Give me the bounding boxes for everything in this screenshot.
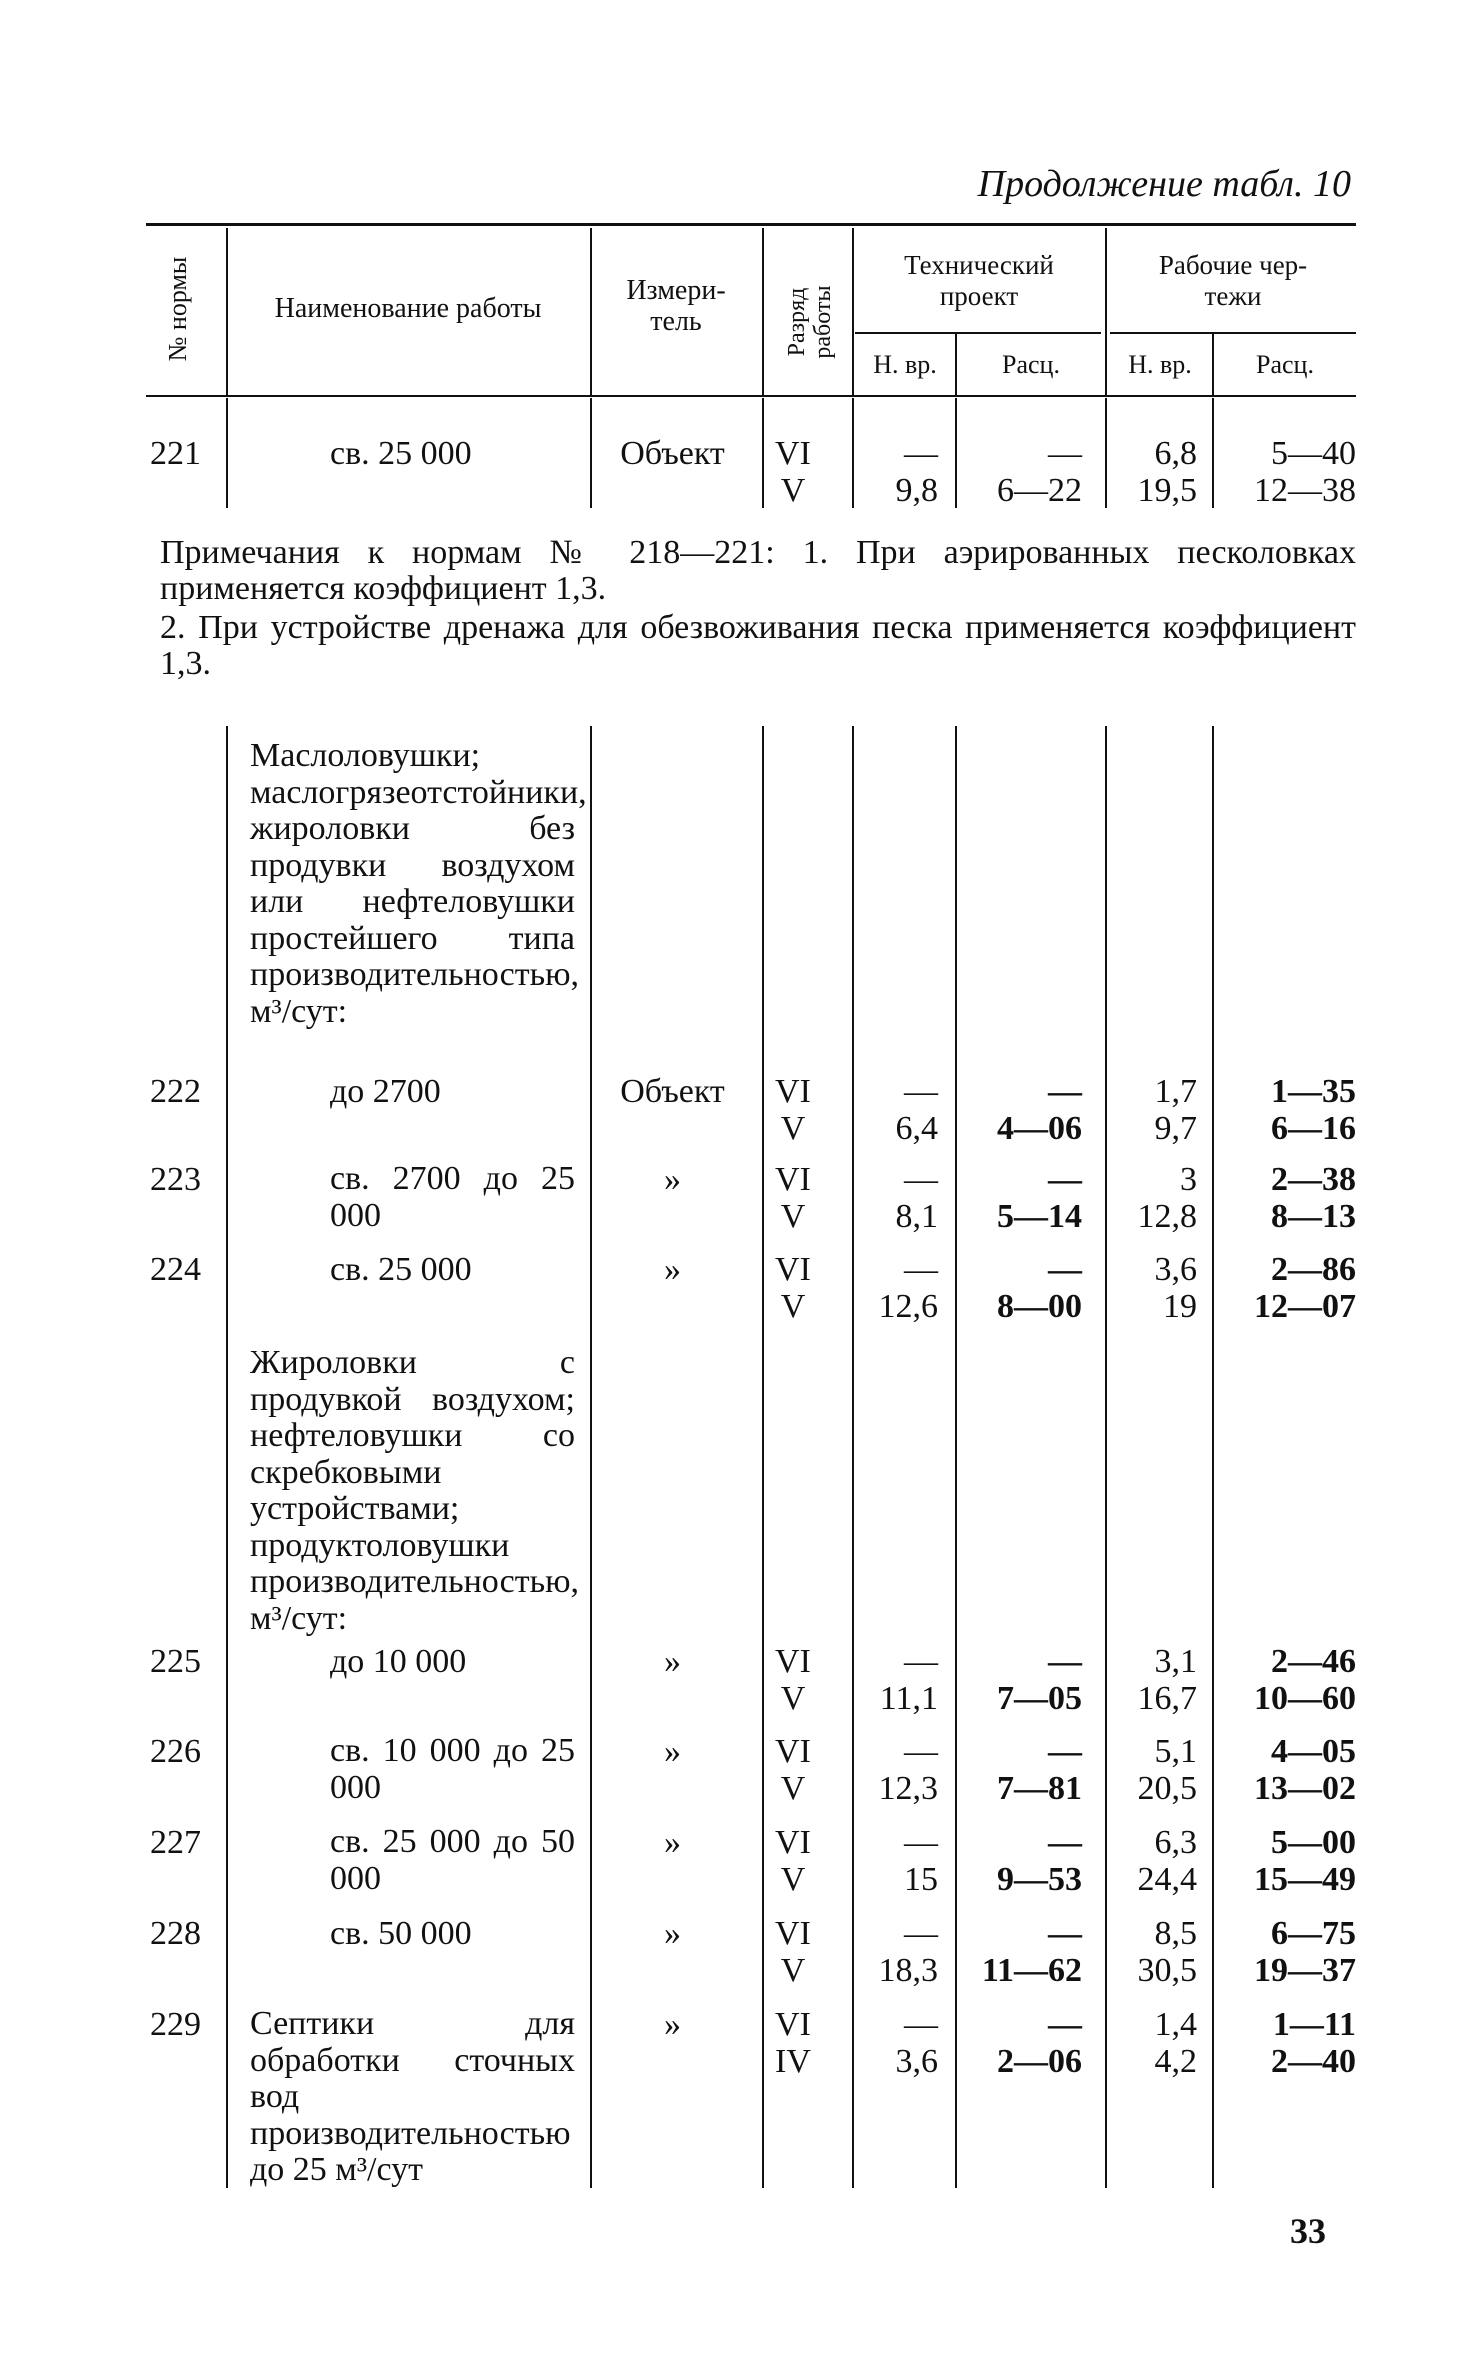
work-name: св. 25 000 xyxy=(330,1251,472,1288)
tech-nvr-2: 12,3 xyxy=(878,1770,938,1807)
unit: » xyxy=(664,1915,681,1952)
tech-rasc-2: 4—06 xyxy=(997,1110,1082,1147)
work-name: св. 10 000 до 25 000 xyxy=(330,1732,575,1806)
header-sub-rule-tech xyxy=(855,332,1101,334)
work-name: св. 2700 до 25 000 xyxy=(330,1160,575,1234)
norm-number: 226 xyxy=(150,1733,201,1770)
work-nvr-1: 1,7 xyxy=(1154,1073,1197,1110)
tech-nvr-2: 8,1 xyxy=(895,1198,938,1235)
grade-1: VI xyxy=(775,2006,811,2043)
unit: » xyxy=(664,2006,681,2043)
grade-1: VI xyxy=(775,1073,811,1110)
work-rasc-2: 10—60 xyxy=(1254,1680,1356,1717)
tech-nvr-2: 6,4 xyxy=(895,1110,938,1147)
tech-nvr-2: 18,3 xyxy=(878,1952,938,1989)
unit: » xyxy=(664,1733,681,1770)
grade-2: V xyxy=(780,1770,806,1807)
header-name: Наименование работы xyxy=(274,293,542,324)
norm-number: 222 xyxy=(150,1073,201,1110)
tech-rasc-2: 8—00 xyxy=(997,1288,1082,1325)
norm-number: 225 xyxy=(150,1643,201,1680)
unit: » xyxy=(664,1251,681,1288)
work-nvr-1: 6,3 xyxy=(1154,1824,1197,1861)
tech-rasc-1: — xyxy=(1048,1643,1082,1680)
work-nvr-2: 4,2 xyxy=(1154,2043,1197,2080)
group-heading-oil-traps: Маслоловушки; маслогрязеотстойники, жироловки без продувки воздухом или нефтеловушки простейшего типа производительностью, м³/сут: xyxy=(250,737,587,1030)
work-nvr-2: 16,7 xyxy=(1137,1680,1197,1717)
work-rasc-1: 4—05 xyxy=(1271,1733,1356,1770)
header-bottom-rule xyxy=(146,395,1356,397)
header-work-rasc: Расц. xyxy=(1256,350,1314,379)
work-nvr-1: 8,5 xyxy=(1154,1915,1197,1952)
work-rasc-1: 1—35 xyxy=(1271,1073,1356,1110)
tech-nvr-1: — xyxy=(904,1824,938,1861)
tech-nvr-2: 3,6 xyxy=(895,2043,938,2080)
work-rasc-2: 12—38 xyxy=(1254,472,1356,509)
work-nvr-2: 24,4 xyxy=(1137,1861,1197,1898)
tech-nvr-1: — xyxy=(904,1251,938,1288)
tech-rasc-2: 9—53 xyxy=(997,1861,1082,1898)
work-name: св. 25 000 до 50 000 xyxy=(330,1823,575,1897)
header-unit: Измери- тель xyxy=(626,275,726,337)
tech-rasc-1: — xyxy=(1048,1915,1082,1952)
norm-number: 224 xyxy=(150,1251,201,1288)
work-rasc-1: 2—38 xyxy=(1271,1161,1356,1198)
work-nvr-1: 1,4 xyxy=(1154,2006,1197,2043)
norm-number: 227 xyxy=(150,1824,201,1861)
work-rasc-1: 5—00 xyxy=(1271,1824,1356,1861)
tech-nvr-1: — xyxy=(904,1733,938,1770)
unit: » xyxy=(664,1824,681,1861)
tech-nvr-2: 11,1 xyxy=(879,1680,938,1717)
norm-number: 223 xyxy=(150,1161,201,1198)
tech-nvr-1: — xyxy=(904,1073,938,1110)
work-rasc-2: 19—37 xyxy=(1254,1952,1356,1989)
grade-2: V xyxy=(780,1952,806,1989)
table-caption: Продолжение табл. 10 xyxy=(977,163,1351,205)
grade-2: V xyxy=(780,1198,806,1235)
header-tech-nvr: Н. вр. xyxy=(873,350,937,379)
header-grade: Разряд работы xyxy=(784,285,836,359)
work-nvr-2: 30,5 xyxy=(1137,1952,1197,1989)
tech-rasc-1: — xyxy=(1048,1824,1082,1861)
header-working-drawings: Рабочие чер- тежи xyxy=(1158,250,1308,311)
grade-1: VI xyxy=(775,435,811,472)
header-tech-rasc: Расц. xyxy=(1002,350,1060,379)
tech-rasc-2: 7—05 xyxy=(997,1680,1082,1717)
work-nvr-2: 19,5 xyxy=(1137,472,1197,509)
work-nvr-2: 12,8 xyxy=(1137,1198,1197,1235)
grade-1: VI xyxy=(775,1824,811,1861)
grade-2: V xyxy=(780,1861,806,1898)
tech-nvr-2: 15 xyxy=(904,1861,938,1898)
grade-1: VI xyxy=(775,1161,811,1198)
tech-nvr-1: — xyxy=(904,1161,938,1198)
grade-2: V xyxy=(780,472,806,509)
group-heading-grease-traps: Жироловки с продувкой воздухом; нефтеловушки со скребковыми устройствами; продуктоловушки производительностью, м³/сут: xyxy=(250,1344,579,1637)
grade-1: VI xyxy=(775,1643,811,1680)
header-num: № нормы xyxy=(163,256,192,362)
work-nvr-1: 3 xyxy=(1180,1161,1197,1198)
work-nvr-1: 3,1 xyxy=(1154,1643,1197,1680)
work-rasc-2: 8—13 xyxy=(1271,1198,1356,1235)
work-rasc-2: 13—02 xyxy=(1254,1770,1356,1807)
tech-nvr-1: — xyxy=(904,1915,938,1952)
tech-nvr-1: — xyxy=(904,1643,938,1680)
tech-rasc-1: — xyxy=(1048,2006,1082,2043)
note-1: Примечания к нормам № 218—221: 1. При аэрированных песколовках применяется коэффициент 1,3. xyxy=(160,534,1356,607)
grade-2: V xyxy=(780,1288,806,1325)
work-rasc-2: 2—40 xyxy=(1271,2043,1356,2080)
tech-rasc-2: 7—81 xyxy=(997,1770,1082,1807)
header-tech-project: Технический проект xyxy=(904,250,1054,311)
tech-rasc-2: 6—22 xyxy=(997,472,1082,509)
tech-rasc-2: 2—06 xyxy=(997,2043,1082,2080)
tech-nvr-1: — xyxy=(904,2006,938,2043)
unit: Объект xyxy=(620,1073,725,1110)
unit: Объект xyxy=(620,435,725,472)
work-name: св. 25 000 xyxy=(330,435,472,472)
work-nvr-1: 5,1 xyxy=(1154,1733,1197,1770)
grade-2: IV xyxy=(775,2043,811,2080)
unit: » xyxy=(664,1643,681,1680)
work-nvr-1: 3,6 xyxy=(1154,1251,1197,1288)
grade-1: VI xyxy=(775,1915,811,1952)
work-nvr-2: 19 xyxy=(1163,1288,1197,1325)
header-work-nvr: Н. вр. xyxy=(1128,350,1192,379)
work-name: до 2700 xyxy=(330,1073,441,1110)
work-name: св. 50 000 xyxy=(330,1915,472,1952)
header-sub-rule-work xyxy=(1110,332,1356,334)
unit: » xyxy=(664,1161,681,1198)
work-rasc-2: 15—49 xyxy=(1254,1861,1356,1898)
work-rasc-1: 2—46 xyxy=(1271,1643,1356,1680)
grade-2: V xyxy=(780,1110,806,1147)
grade-1: VI xyxy=(775,1733,811,1770)
work-rasc-1: 1—11 xyxy=(1272,2006,1356,2043)
grade-1: VI xyxy=(775,1251,811,1288)
work-name: Септики для обработки сточных вод производительностью до 25 м³/сут xyxy=(250,2005,575,2188)
tech-nvr-2: 12,6 xyxy=(878,1288,938,1325)
work-rasc-1: 6—75 xyxy=(1271,1915,1356,1952)
norm-number: 229 xyxy=(150,2006,201,2043)
work-rasc-2: 6—16 xyxy=(1271,1110,1356,1147)
tech-nvr-1: — xyxy=(904,435,938,472)
work-nvr-2: 9,7 xyxy=(1154,1110,1197,1147)
tech-rasc-1: — xyxy=(1048,1073,1082,1110)
note-2: 2. При устройстве дренажа для обезвоживания песка применяется коэффициент 1,3. xyxy=(160,609,1356,682)
work-nvr-2: 20,5 xyxy=(1137,1770,1197,1807)
work-rasc-1: 5—40 xyxy=(1271,435,1356,472)
tech-rasc-1: — xyxy=(1048,1733,1082,1770)
work-rasc-1: 2—86 xyxy=(1271,1251,1356,1288)
tech-rasc-1: — xyxy=(1048,1251,1082,1288)
work-rasc-2: 12—07 xyxy=(1254,1288,1356,1325)
grade-2: V xyxy=(780,1680,806,1717)
tech-rasc-2: 11—62 xyxy=(981,1952,1082,1989)
tech-rasc-2: 5—14 xyxy=(997,1198,1082,1235)
tech-nvr-2: 9,8 xyxy=(895,472,938,509)
norm-number: 221 xyxy=(150,435,201,472)
header-top-rule xyxy=(146,223,1356,226)
tech-rasc-1: — xyxy=(1048,435,1082,472)
work-nvr-1: 6,8 xyxy=(1154,435,1197,472)
tech-rasc-1: — xyxy=(1048,1161,1082,1198)
work-name: до 10 000 xyxy=(330,1643,467,1680)
page-number: 33 xyxy=(1290,2211,1326,2251)
norm-number: 228 xyxy=(150,1915,201,1952)
